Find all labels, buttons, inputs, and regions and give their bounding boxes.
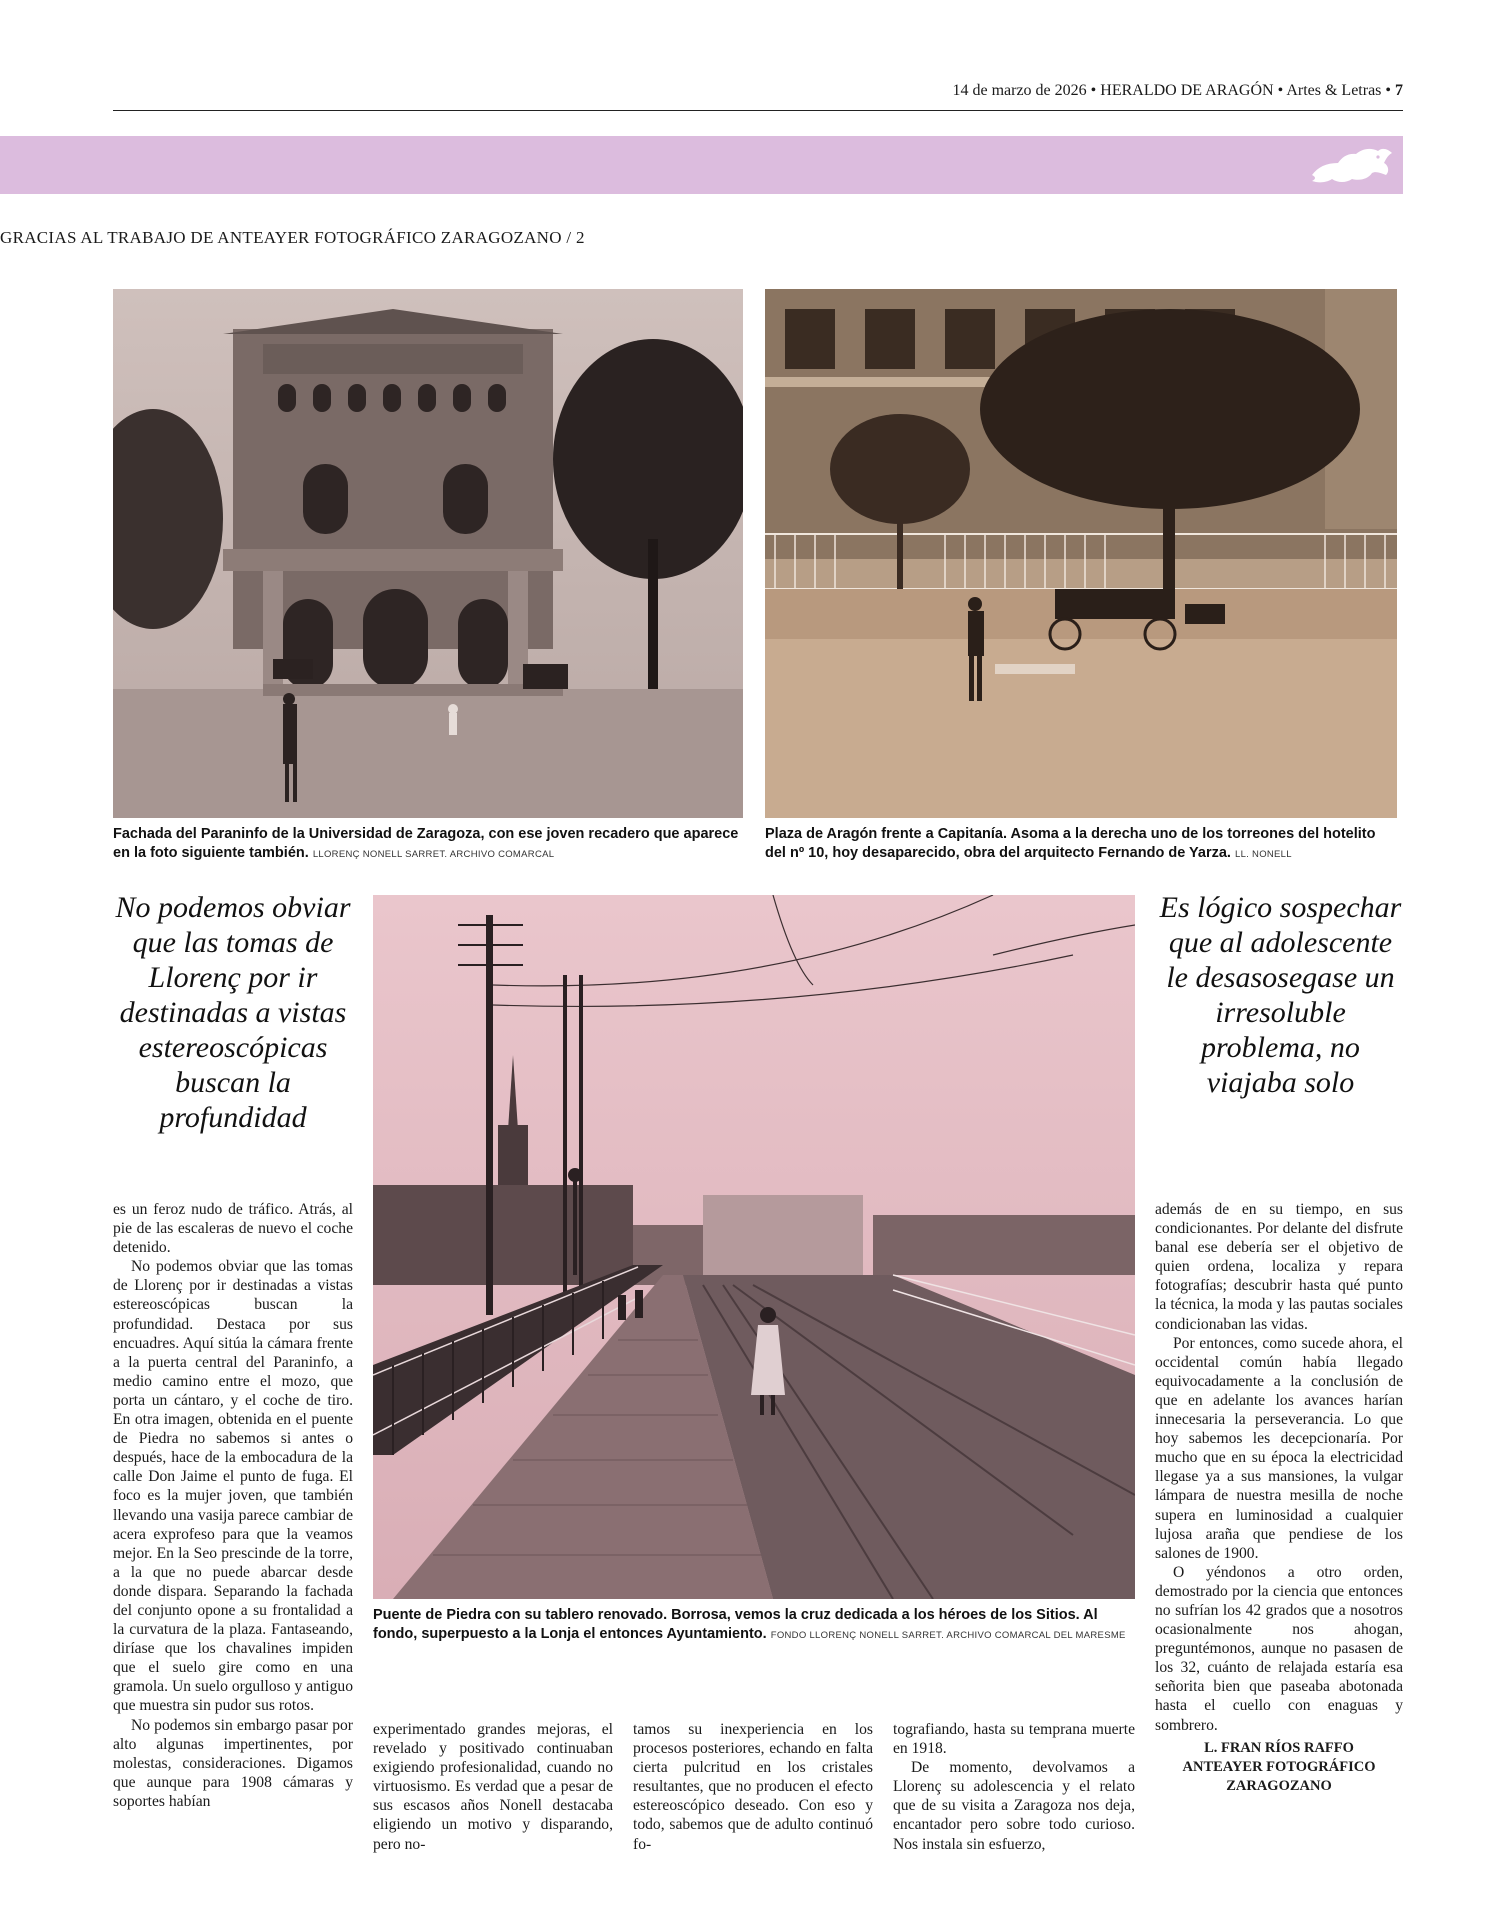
credit-puente: FONDO LLORENÇ NONELL SARRET. ARCHIVO COMARCAL DEL MARESME (770, 1630, 1126, 1641)
body-paragraph: No podemos sin embargo pasar por alto algunas impertinentes, por molestas, consideraciones. Digamos que aunque para 1908 cámaras y soportes habían (113, 1716, 353, 1810)
folio-page: 7 (1395, 82, 1403, 99)
credit-paraninfo: LLORENÇ NONELL SARRET. ARCHIVO COMARCAL (312, 849, 555, 860)
folio-section: Artes & Letras (1286, 82, 1382, 99)
caption-paraninfo (113, 825, 743, 864)
header-rule (113, 110, 1403, 111)
body-column-5 (1155, 1200, 1403, 1796)
caption-puente (373, 1606, 1135, 1645)
body-column-2 (373, 1720, 613, 1854)
section-band (0, 136, 1403, 194)
caption-puente-text: Puente de Piedra con su tablero renovado. Borrosa, vemos la cruz dedicada a los héroes de los Sitios. Al fondo, superpuesto a la Lonja el entonces Ayuntamiento. (373, 1607, 1098, 1642)
photo-paraninfo (113, 289, 743, 818)
photo-puente (373, 895, 1135, 1599)
body-paragraph: O yéndonos a otro orden, demostrado por la ciencia que entonces no sufrían los 42 grados que a nosotros ocasionalmente nos ahogan, preguntémonos, aunque no pasasen de los 32, cuánto de relajada estaría esa señorita bien que paseaba abotonada hasta el cuello con enaguas y sombrero. (1155, 1563, 1403, 1734)
body-paragraph: Por entonces, como sucede ahora, el occidental común había llegado equivocadamente a la conclusión de que en adelante los avances harían innecesaria la perseverancia. Lo que hoy sabemos les decepcionaría. Por mucho que en su época la electricidad llegase ya a sus mansiones, la vulgar lámpara de nuestra mesilla de noche supera en luminosidad a cualquier lujosa araña que pendiese de los salones de 1900. (1155, 1334, 1403, 1562)
caption-plaza-text: Plaza de Aragón frente a Capitanía. Asoma a la derecha uno de los torreones del hotelito del nº 10, hoy desaparecido, obra del arquitecto Fernando de Yarza. (765, 826, 1376, 861)
folio: 14 de marzo de 2026 • HERALDO DE ARAGÓN • Artes & Letras • 7 (952, 82, 1403, 99)
body-column-1 (113, 1200, 353, 1811)
signature (1155, 1739, 1403, 1796)
folio-paper: HERALDO DE ARAGÓN (1100, 82, 1274, 99)
lion-logo-icon (1308, 141, 1396, 189)
body-paragraph: No podemos obviar que las tomas de Llorenç por ir destinadas a vistas estereoscópicas buscan la profundidad. Destaca por sus encuadres. Aquí sitúa la cámara frente a la puerta central del Paraninfo, a medio camino entre el mozo, que porta un cántaro, y el coche de tiro. En otra imagen, obtenida en el puente de Piedra no sabemos si antes o después, hace de la embocadura de la calle Don Jaime el punto de fuga. El foco es la mujer joven, que también llevando una vasija parece cambiar de acera exprofeso para que la veamos mejor. En la Seo prescinde de la torre, a la que no puede abarcar desde donde dispara. Separando la fachada del conjunto opone a su frontalidad a la curvatura de la plaza. Fantaseando, diríase que los chavalines impiden que el suelo gire como en una gramola. Un suelo orgulloso y antiguo que muestra sin pudor sus rotos. (113, 1258, 353, 1715)
body-column-4 (893, 1720, 1135, 1854)
caption-plaza (765, 825, 1397, 864)
photo-plaza (765, 289, 1397, 818)
caption-paraninfo-text: Fachada del Paraninfo de la Universidad de Zaragoza, con ese joven recadero que aparece en la foto siguiente también. (113, 826, 739, 861)
body-paragraph: De momento, devolvamos a Llorenç su adolescencia y el relato que de su visita a Zaragoza nos deja, encantador pero sobre todo curioso. Nos instala sin esfuerzo, (893, 1759, 1135, 1853)
signature-author: L. FRAN RÍOS RAFFO (1204, 1739, 1354, 1756)
body-paragraph: experimentado grandes mejoras, el revelado y positivado continuaban exigiendo profesionalidad, cuando no virtuosismo. Es verdad que a pesar de sus escasos años Nonell destacaba eligiendo un motivo y disparando, pero no- (373, 1721, 613, 1853)
body-column-3 (633, 1720, 873, 1854)
folio-date: 14 de marzo de 2026 (952, 82, 1087, 99)
body-paragraph: tografiando, hasta su temprana muerte en 1918. (893, 1721, 1135, 1758)
credit-plaza: LL. NONELL (1234, 849, 1292, 860)
body-paragraph: tamos su inexperiencia en los procesos posteriores, echando en falta cierta pulcritud en los cristales resultantes, que no producen el efecto estereoscópico deseado. Con eso y todo, sabemos que de adulto continuó fo- (633, 1721, 873, 1853)
body-paragraph: además de en su tiempo, en sus condicionantes. Por delante del disfrute banal ese debería ser el objetivo de quien ordena, localiza y repara fotografías; descubrir hasta qué punto la técnica, la moda y las pautas sociales condicionaban las vidas. (1155, 1201, 1403, 1333)
pull-quote-left: No podemos obviar que las tomas de Llorenç por ir destinadas a vistas estereoscópicas buscan la profundidad (115, 891, 351, 1134)
body-paragraph: es un feroz nudo de tráfico. Atrás, al pie de las escaleras de nuevo el coche detenido. (113, 1201, 353, 1257)
signature-org: ANTEAYER FOTOGRÁFICO ZARAGOZANO (1182, 1758, 1376, 1794)
kicker: GRACIAS AL TRABAJO DE ANTEAYER FOTOGRÁFICO ZARAGOZANO / 2 (0, 228, 585, 247)
pull-quote-right: Es lógico sospechar que al adolescente le desasosegase un irresoluble problema, no viajaba solo (1159, 891, 1402, 1099)
